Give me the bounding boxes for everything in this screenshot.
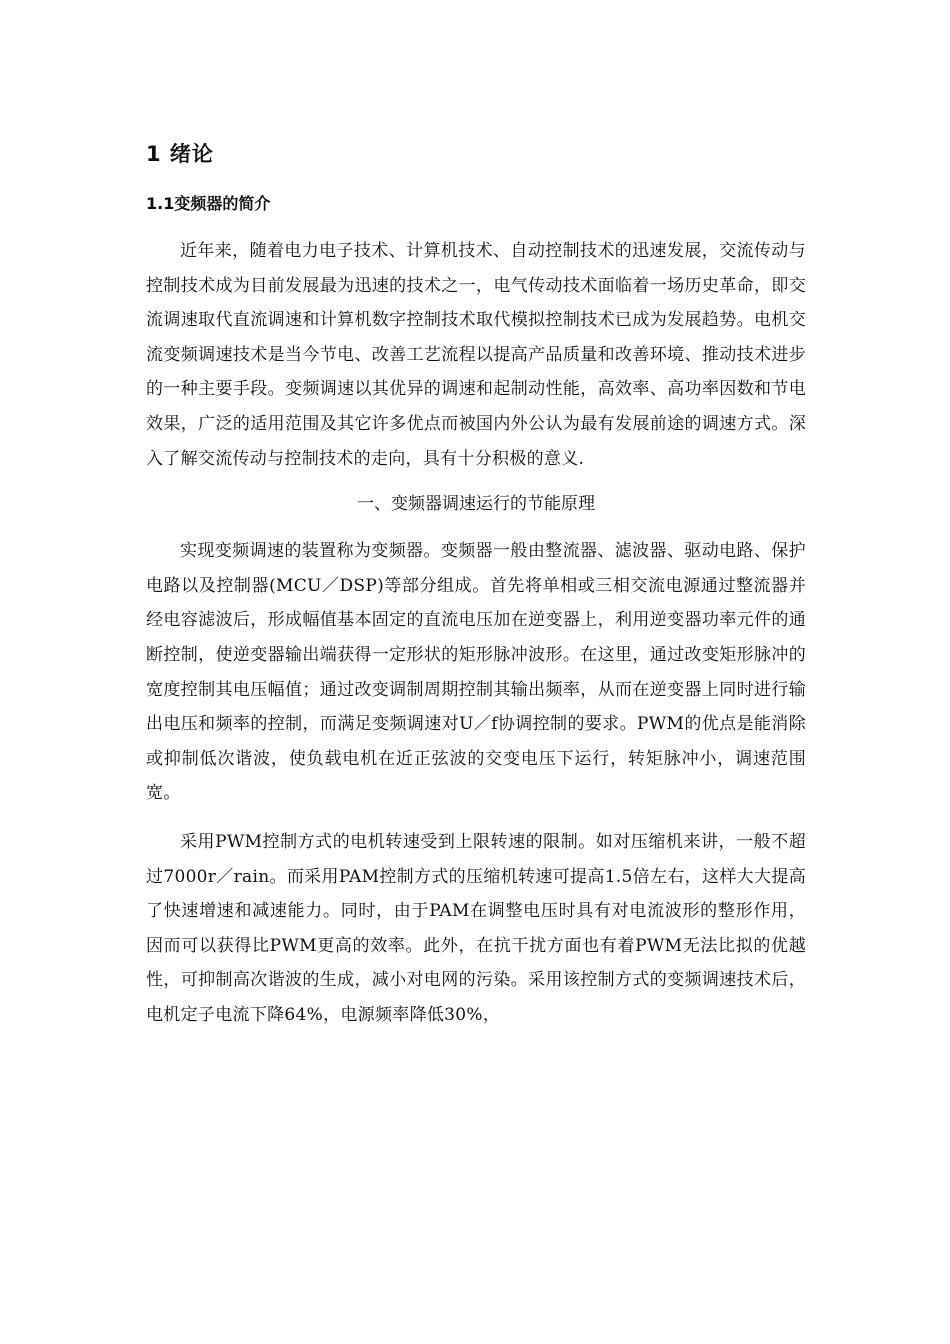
paragraph-pwm-pam: 采用PWM控制方式的电机转速受到上限转速的限制。如对压缩机来讲，一般不超过7000r／rain。而采用PAM控制方式的压缩机转速可提高1.5倍左右，这样大大提高了快速增速和减速能力。同时，由于PAM在调整电压时具有对电流波形的整形作用，因而可以获得比PWM更高的效率。此外，在抗干扰方面也有着PWM无法比拟的优越性，可抑制高次谐波的生成，减小对电网的污染。采用该控制方式的变频调速技术后，电机定子电流下降64%，电源频率降低30%， <box>146 831 806 1025</box>
paragraph-inverter: 实现变频调速的装置称为变频器。变频器一般由整流器、滤波器、驱动电路、保护电路以及控制器(MCU／DSP)等部分组成。首先将单相或三相交流电源通过整流器并经电容滤波后，形成幅值基本固定的直流电压加在逆变器上，利用逆变器功率元件的通断控制，使逆变器输出端获得一定形状的矩形脉冲波形。在这里，通过改变矩形脉冲的宽度控制其电压幅值；通过改变调制周期控制其输出频率，从而在逆变器上同时进行输出电压和频率的控制，而满足变频调速对U／f协调控制的要求。PWM的优点是能消除或抑制低次谐波，使负载电机在近正弦波的交变电压下运行，转矩脉冲小，调速范围宽。 <box>146 541 806 804</box>
chapter-title: 1 绪论 <box>146 142 214 166</box>
document-page <box>146 130 806 1032</box>
subheading: 一、变频器调速运行的节能原理 <box>357 494 595 515</box>
paragraph-intro: 近年来，随着电力电子技术、计算机技术、自动控制技术的迅速发展，交流传动与控制技术成为目前发展最为迅速的技术之一，电气传动技术面临着一场历史革命，即交流调速取代直流调速和计算机数字控制技术取代模拟控制技术已成为发展趋势。电机交流变频调速技术是当今节电、改善工艺流程以提高产品质量和改善环境、推动技术进步的一种主要手段。变频调速以其优异的调速和起制动性能，高效率、高功率因数和节电效果，广泛的适用范围及其它许多优点而被国内外公认为最有发展前途的调速方式。深入了解交流传动与控制技术的走向，具有十分积极的意义. <box>146 241 806 469</box>
section-title: 1.1变频器的简介 <box>146 194 271 213</box>
